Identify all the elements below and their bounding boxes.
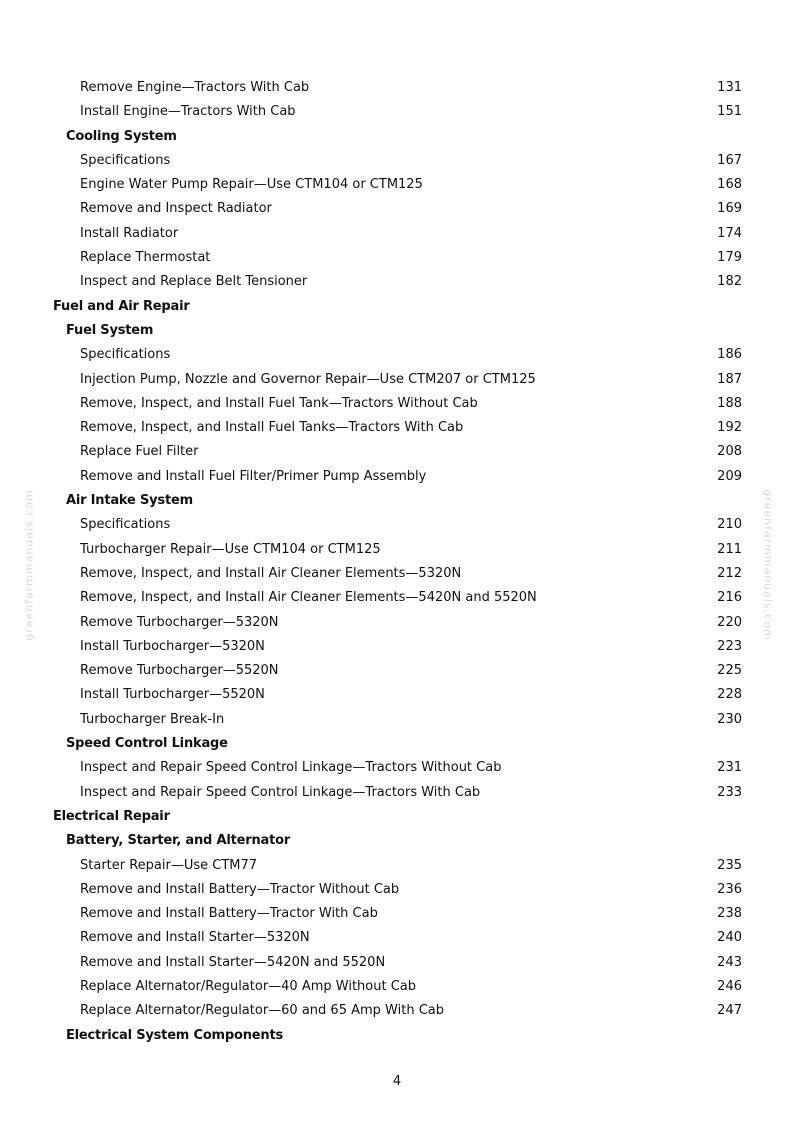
toc-entry[interactable] [0,951,794,975]
toc-entry-page-number: 240 [717,930,742,946]
toc-entry-title: Turbocharger Break-In [80,711,225,727]
toc-entry-title: Install Radiator [80,225,179,241]
toc-entry[interactable] [0,878,794,902]
toc-entry[interactable] [0,270,794,294]
toc-subsection-heading[interactable] [0,732,794,756]
toc-entry-page-number: 186 [717,347,742,363]
toc-entry[interactable] [0,465,794,489]
toc-entry-title: Remove Turbocharger—5320N [80,614,279,630]
toc-entry[interactable] [0,975,794,999]
toc-entry-title: Install Turbocharger—5520N [80,687,265,703]
toc-entry[interactable] [0,683,794,707]
toc-entry-page-number: 210 [717,517,742,533]
toc-entry[interactable] [0,635,794,659]
toc-entry-title: Replace Alternator/Regulator—60 and 65 Amp With Cab [80,1003,444,1019]
toc-entry[interactable] [0,586,794,610]
toc-entry-page-number: 208 [717,444,742,460]
toc-entry[interactable] [0,368,794,392]
toc-entry-title: Speed Control Linkage [66,736,228,752]
toc-entry-title: Replace Alternator/Regulator—40 Amp Without Cab [80,978,417,994]
toc-subsection-heading[interactable] [0,829,794,853]
toc-subsection-heading[interactable] [0,125,794,149]
toc-entry-title: Starter Repair—Use CTM77 [80,857,258,873]
toc-entry-title: Electrical Repair [53,808,170,824]
toc-subsection-heading[interactable] [0,1024,794,1048]
toc-entry[interactable] [0,926,794,950]
toc-entry-title: Cooling System [66,128,177,144]
toc-entry-title: Remove and Install Starter—5420N and 5520N [80,954,386,970]
toc-entry-page-number: 216 [717,590,742,606]
toc-entry-title: Install Engine—Tractors With Cab [80,104,296,120]
toc-entry[interactable] [0,173,794,197]
toc-entry-page-number: 188 [717,395,742,411]
toc-section-heading[interactable] [0,805,794,829]
toc-entry-page-number: 235 [717,857,742,873]
toc-entry-title: Inspect and Repair Speed Control Linkage—Tractors Without Cab [80,760,502,776]
toc-entry-title: Remove and Inspect Radiator [80,201,272,217]
toc-entry[interactable] [0,756,794,780]
toc-entry-title: Install Turbocharger—5320N [80,638,265,654]
toc-entry-title: Inspect and Repair Speed Control Linkage—Tractors With Cab [80,784,481,800]
toc-section-heading[interactable] [0,295,794,319]
toc-entry[interactable] [0,659,794,683]
toc-entry-title: Engine Water Pump Repair—Use CTM104 or CTM125 [80,177,423,193]
toc-entry-page-number: 167 [717,152,742,168]
toc-entry-page-number: 236 [717,881,742,897]
toc-entry[interactable] [0,538,794,562]
toc-entry-title: Remove, Inspect, and Install Air Cleaner Elements—5320N [80,565,462,581]
toc-entry-title: Remove, Inspect, and Install Fuel Tank—Tractors Without Cab [80,395,478,411]
toc-entry-title: Remove and Install Battery—Tractor Without Cab [80,881,400,897]
toc-entry-page-number: 220 [717,614,742,630]
toc-entry-title: Fuel and Air Repair [53,298,190,314]
toc-entry[interactable] [0,513,794,537]
toc-entry-page-number: 212 [717,565,742,581]
toc-entry-title: Electrical System Components [66,1027,284,1043]
toc-entry[interactable] [0,343,794,367]
toc-subsection-heading[interactable] [0,319,794,343]
toc-entry[interactable] [0,854,794,878]
toc-entry-title: Inspect and Replace Belt Tensioner [80,274,308,290]
toc-entry-title: Remove, Inspect, and Install Fuel Tanks—Tractors With Cab [80,420,464,436]
toc-entry-page-number: 230 [717,711,742,727]
toc-entry-page-number: 179 [717,250,742,266]
toc-entry[interactable] [0,416,794,440]
toc-entry-page-number: 223 [717,638,742,654]
toc-entry-page-number: 247 [717,1003,742,1019]
toc-entry-title: Injection Pump, Nozzle and Governor Repair—Use CTM207 or CTM125 [80,371,536,387]
watermark-left: greenfarmmanuals.com [22,489,36,641]
toc-entry-page-number: 233 [717,784,742,800]
toc-entry[interactable] [0,999,794,1023]
toc-entry-title: Remove and Install Battery—Tractor With Cab [80,906,378,922]
toc-entry-page-number: 131 [717,80,742,95]
toc-entry-title: Replace Fuel Filter [80,444,199,460]
toc-entry-title: Specifications [80,347,171,363]
toc-entry-page-number: 151 [717,104,742,120]
toc-entry-page-number: 174 [717,225,742,241]
toc-entry-title: Specifications [80,517,171,533]
toc-entry-page-number: 225 [717,663,742,679]
toc-entry[interactable] [0,902,794,926]
toc-entry-title: Remove Engine—Tractors With Cab [80,80,310,95]
toc-entry[interactable] [0,197,794,221]
toc-entry[interactable] [0,392,794,416]
toc-entry-page-number: 169 [717,201,742,217]
toc-entry-page-number: 211 [717,541,742,557]
toc-entry-title: Fuel System [66,322,154,338]
toc-entry[interactable] [0,100,794,124]
page-number: 4 [392,1074,402,1089]
toc-entry-page-number: 187 [717,371,742,387]
toc-entry-title: Replace Thermostat [80,250,211,266]
toc-entry[interactable] [0,76,794,100]
toc-entry-page-number: 168 [717,177,742,193]
toc-entry-page-number: 246 [717,978,742,994]
toc-entry-title: Remove and Install Starter—5320N [80,930,310,946]
toc-entry[interactable] [0,440,794,464]
toc-entry-title: Remove and Install Fuel Filter/Primer Pump Assembly [80,468,427,484]
toc-entry-page-number: 182 [717,274,742,290]
toc-entry-title: Specifications [80,152,171,168]
toc-entry-page-number: 209 [717,468,742,484]
watermark-right: greenfarmmanuals.com [761,489,775,641]
toc-entry[interactable] [0,611,794,635]
toc-entry-title: Battery, Starter, and Alternator [66,833,291,849]
toc-entry-page-number: 228 [717,687,742,703]
toc-entry[interactable] [0,246,794,270]
toc-entry-page-number: 192 [717,420,742,436]
toc-entry-title: Turbocharger Repair—Use CTM104 or CTM125 [80,541,381,557]
toc-entry[interactable] [0,708,794,732]
table-of-contents [0,76,794,1048]
toc-entry-page-number: 238 [717,906,742,922]
toc-entry[interactable] [0,781,794,805]
toc-entry-title: Remove, Inspect, and Install Air Cleaner Elements—5420N and 5520N [80,590,537,606]
toc-entry-title: Air Intake System [66,493,193,509]
toc-entry[interactable] [0,149,794,173]
toc-entry-page-number: 243 [717,954,742,970]
toc-entry-title: Remove Turbocharger—5520N [80,663,279,679]
toc-entry[interactable] [0,562,794,586]
toc-entry-page-number: 231 [717,760,742,776]
toc-subsection-heading[interactable] [0,489,794,513]
toc-entry[interactable] [0,222,794,246]
